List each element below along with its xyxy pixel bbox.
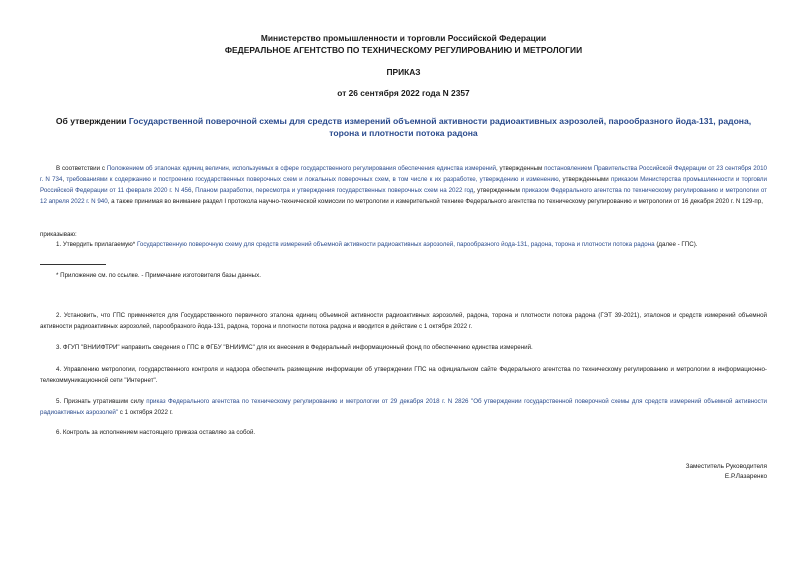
preamble-text-1: В соответствии с [56,165,107,172]
link-regulation-etalons[interactable]: Положением об эталонах единиц величин, используемых в сфере государственного регулирования обеспечения единства измерений [106,165,496,172]
title-prefix: Об утверждении [55,116,129,126]
link-agency-order-940[interactable]: приказом Федерального агентства по техническому регулированию и метрологии от 12 апреля 2022 г. N 940 [40,187,767,205]
preamble [40,163,767,207]
preamble-text-4: , утвержденными [558,176,611,183]
item-5-text-1: 5. Признать утратившим силу [56,398,147,405]
item-5 [40,396,767,418]
link-government-decree[interactable]: постановлением Правительства Российской Федерации от 23 сентября 2010 г. N 734 [40,165,767,183]
item-1 [40,239,767,250]
signature-block [686,462,767,482]
preamble-text-2: , утвержденным [496,165,545,172]
item-3-text: 3. ФГУП "ВНИИФТРИ" направить сведения о ГПС в ФГБУ "ВНИИМС" для их внесения в Федеральный информационный фонд по обеспечению единства измерений. [56,344,533,351]
link-gps[interactable]: Государственную поверочную схему для средств измерений объемной активности радиоактивных аэрозолей, парообразного йода-131, радона, торона и плотности потока радона [136,241,655,248]
item-2-text: 2. Установить, что ГПС применяется для Государственного первичного эталона единиц объемной активности радиоактивных аэрозолей, радона, торона и плотности потока радона (ГЭТ 39-2021), эталонов и средств измерений объемной активности радиоактивных аэрозолей, парообразного йода-131, радона, торона и плотности потока радона и вводится в действие с 1 октября 2022 г. [40,312,767,330]
preamble-text-5: , [191,187,196,194]
item-3 [40,342,767,353]
agency-name: ФЕДЕРАЛЬНОЕ АГЕНТСТВО ПО ТЕХНИЧЕСКОМУ РЕГУЛИРОВАНИЮ И МЕТРОЛОГИИ [224,45,583,55]
preamble-text-3: , [62,176,67,183]
footnote-divider [40,264,106,265]
item-6 [40,427,767,438]
document-title [40,115,767,139]
preamble-text-7: , а также принимая во внимание раздел I протокола научно-технической комиссии по метрологии и измерительной технике Федерального агентства по техническому регулированию и метрологии от 16 декабря 2020 г. N 129-пр, [107,198,763,205]
item-2 [40,310,767,332]
item-1-text-1: 1. Утвердить прилагаемую* [56,241,137,248]
item-5-text-2: с 1 октября 2022 г. [118,409,173,416]
item-4-text: 4. Управлению метрологии, государственного контроля и надзора обеспечить размещение информации об утверждении ГПС на официальном сайте Федерального агентства по техническому регулированию и метрологии в информационно-телекоммуникационной сети "Интернет". [40,366,767,384]
link-order-2826[interactable]: приказ Федерального агентства по техническому регулированию и метрологии от 29 декабря 2018 г. N 2826 "Об утверждении государственной поверочной схемы для средств измерений объемной активности радиоактивных аэрозолей" [40,398,767,416]
item-6-text: 6. Контроль за исполнением настоящего приказа оставляю за собой. [56,429,256,436]
ministry-name: Министерство промышленности и торговли Российской Федерации [260,33,547,43]
footnote-text: * Приложение см. по ссылке. - Примечание изготовителя базы данных. [56,272,261,279]
order-word: приказываю: [40,231,77,238]
item-1-text-2: (далее - ГПС). [654,241,698,248]
item-4 [40,364,767,386]
link-ministry-order[interactable]: приказом Министерства промышленности и торговли Российской Федерации от 11 февраля 2020 г. N 456 [40,176,767,194]
preamble-text-6: , утвержденным [473,187,522,194]
signature-position: Заместитель Руководителя [685,463,767,470]
document-date-number: от 26 сентября 2022 года N 2357 [337,88,470,98]
document-type: ПРИКАЗ [386,67,421,77]
link-requirements[interactable]: требованиями к содержанию и построению государственных поверочных схем и локальных поверочных схем, в том числе к их разработке, утверждению и изменению [66,176,559,183]
footnote [40,270,767,281]
signature-name: Е.Р.Лазаренко [724,473,767,480]
title-link[interactable]: Государственной поверочной схемы для средств измерений объемной активности радиоактивных аэрозолей, парообразного йода-131, радона, торона и плотности потока радона [128,116,752,138]
link-plan-2022[interactable]: Планом разработки, пересмотра и утверждения государственных поверочных схем на 2022 год [195,187,474,194]
